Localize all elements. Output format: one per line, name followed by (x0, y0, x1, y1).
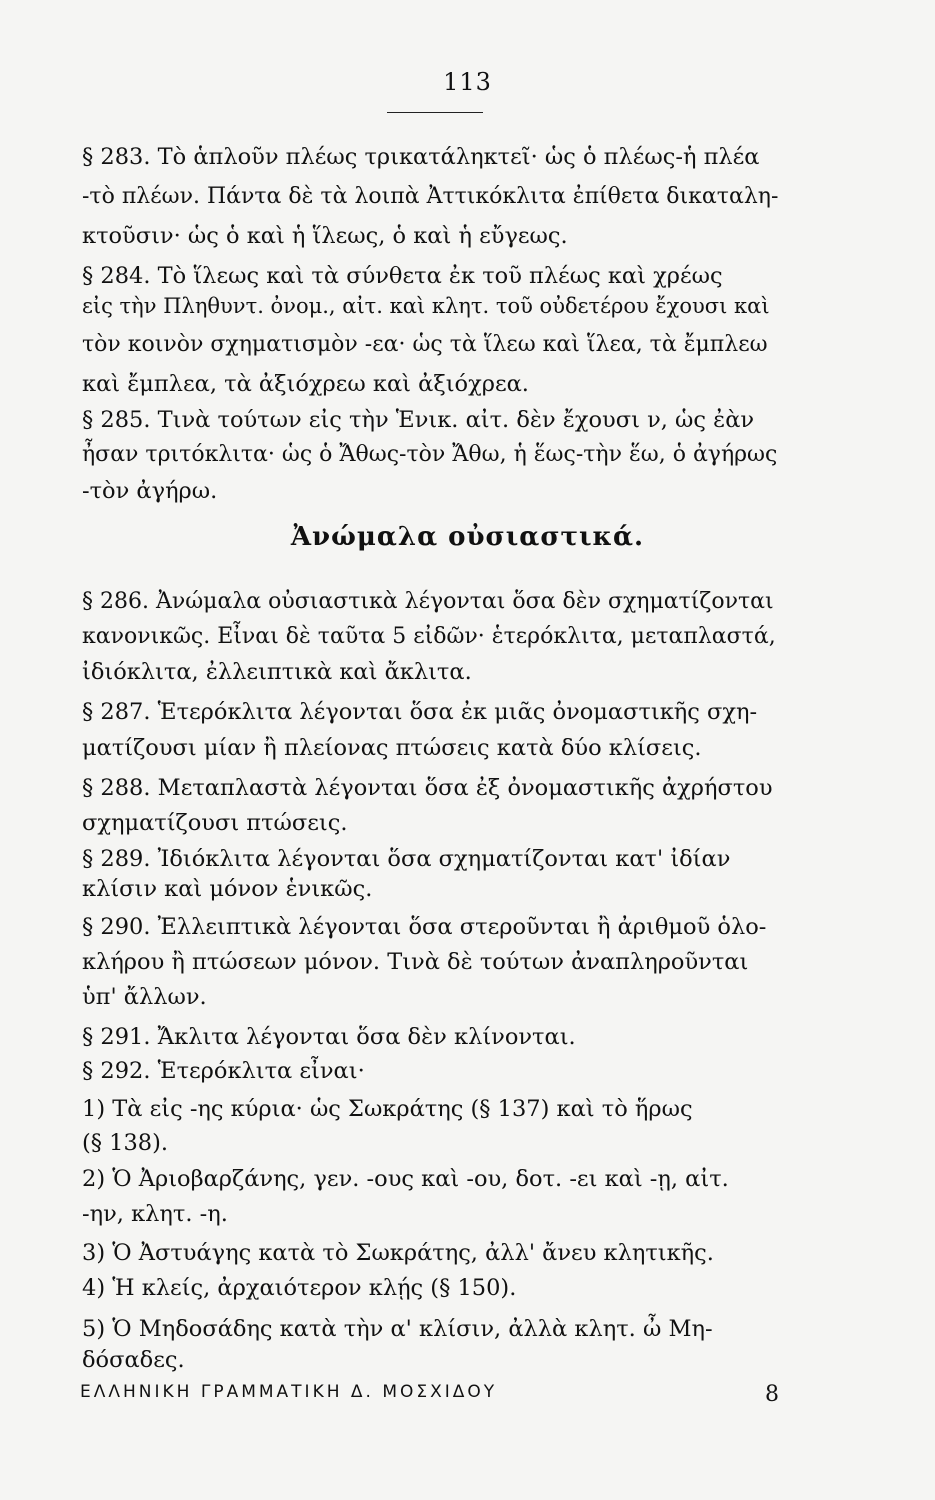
text-line: 1) Τὰ εἰς -ης κύρια· ὡς Σωκράτης (§ 137) καὶ τὸ ἥρως (82, 1096, 693, 1122)
text-line: σχηματίζουσι πτώσεις. (82, 810, 348, 836)
text-line: κλίσιν καὶ μόνον ἑνικῶς. (82, 876, 373, 902)
text-line: ματίζουσι μίαν ἢ πλείονας πτώσεις κατὰ δύο κλίσεις. (82, 735, 702, 761)
text-line: κτοῦσιν· ὡς ὁ καὶ ἡ ἵλεως, ὁ καὶ ἡ εὔγεως. (82, 223, 568, 249)
text-line: -τὸ πλέων. Πάντα δὲ τὰ λοιπὰ Ἀττικόκλιτα ἐπίθετα δικαταλη- (82, 184, 779, 209)
text-line: κλήρου ἢ πτώσεων μόνον. Τινὰ δὲ τούτων ἀναπληροῦνται (82, 949, 749, 975)
text-line: § 286. Ἀνώμαλα οὐσιαστικὰ λέγονται ὅσα δὲν σχηματίζονται (82, 589, 774, 614)
text-line: § 284. Τὸ ἵλεως καὶ τὰ σύνθετα ἐκ τοῦ πλέως καὶ χρέως (82, 263, 723, 289)
text-line: 5) Ὁ Μηδοσάδης κατὰ τὴν α' κλίσιν, ἀλλὰ κλητ. ὦ Μη- (82, 1316, 713, 1342)
text-line: § 289. Ἰδιόκλιτα λέγονται ὅσα σχηματίζονται κατ' ἰδίαν (82, 846, 731, 872)
text-line: 4) Ἡ κλείς, ἀρχαιότερον κλῄς (§ 150). (82, 1275, 517, 1301)
text-line: 2) Ὁ Ἀριοβαρζάνης, γεν. -ους καὶ -ου, δοτ. -ει καὶ -ῃ, αἰτ. (82, 1166, 729, 1192)
page-number-rule (387, 112, 483, 113)
text-line: § 288. Μεταπλαστὰ λέγονται ὅσα ἐξ ὀνομαστικῆς ἀχρήστου (82, 775, 773, 801)
text-line: § 290. Ἐλλειπτικὰ λέγονται ὅσα στεροῦνται ἢ ἀριθμοῦ ὁλο- (82, 914, 767, 940)
text-line: § 292. Ἑτερόκλιτα εἶναι· (82, 1058, 365, 1084)
text-line: § 291. Ἄκλιτα λέγονται ὅσα δὲν κλίνονται. (82, 1024, 576, 1050)
text-line: δόσαδες. (82, 1347, 185, 1373)
text-line: ἦσαν τριτόκλιτα· ὡς ὁ Ἄθως-τὸν Ἄθω, ἡ ἕως-τὴν ἕω, ὁ ἀγήρως (82, 442, 778, 467)
text-line: § 287. Ἑτερόκλιτα λέγονται ὅσα ἐκ μιᾶς ὀνομαστικῆς σχη- (82, 699, 758, 725)
text-line: ἰδιόκλιτα, ἐλλειπτικὰ καὶ ἄκλιτα. (82, 659, 472, 685)
text-line: κανονικῶς. Εἶναι δὲ ταῦτα 5 εἰδῶν· ἑτερόκλιτα, μεταπλαστά, (82, 624, 776, 649)
text-line: εἰς τὴν Πληθυντ. ὀνομ., αἰτ. καὶ κλητ. τοῦ οὐδετέρου ἔχουσι καὶ (82, 294, 770, 318)
section-heading: Ἀνώμαλα οὐσιαστικά. (290, 522, 645, 552)
text-line: (§ 138). (82, 1130, 169, 1156)
footer-book-title: ΕΛΛΗΝΙΚΗ ΓΡΑΜΜΑΤΙΚΗ Δ. ΜΟΣΧΙΔΟΥ (80, 1382, 498, 1402)
text-line: 3) Ὁ Ἀστυάγης κατὰ τὸ Σωκράτης, ἀλλ' ἄνευ κλητικῆς. (82, 1240, 714, 1266)
page-number: 113 (443, 68, 492, 96)
footer-signature-number: 8 (765, 1382, 779, 1407)
text-line: τὸν κοινὸν σχηματισμὸν -εα· ὡς τὰ ἵλεω καὶ ἵλεα, τὰ ἔμπλεω (82, 332, 768, 357)
text-line: -τὸν ἀγήρω. (82, 478, 218, 504)
text-line: ὑπ' ἄλλων. (82, 984, 207, 1010)
text-line: § 283. Τὸ ἁπλοῦν πλέως τρικατάληκτεῖ· ὡς ὁ πλέως-ἡ πλέα (82, 144, 760, 170)
text-line: καὶ ἔμπλεα, τὰ ἀξιόχρεω καὶ ἀξιόχρεα. (82, 371, 529, 397)
text-line: § 285. Τινὰ τούτων εἰς τὴν Ἑνικ. αἰτ. δὲν ἔχουσι ν, ὡς ἐὰν (82, 407, 755, 433)
text-line: -ην, κλητ. -η. (82, 1201, 228, 1227)
